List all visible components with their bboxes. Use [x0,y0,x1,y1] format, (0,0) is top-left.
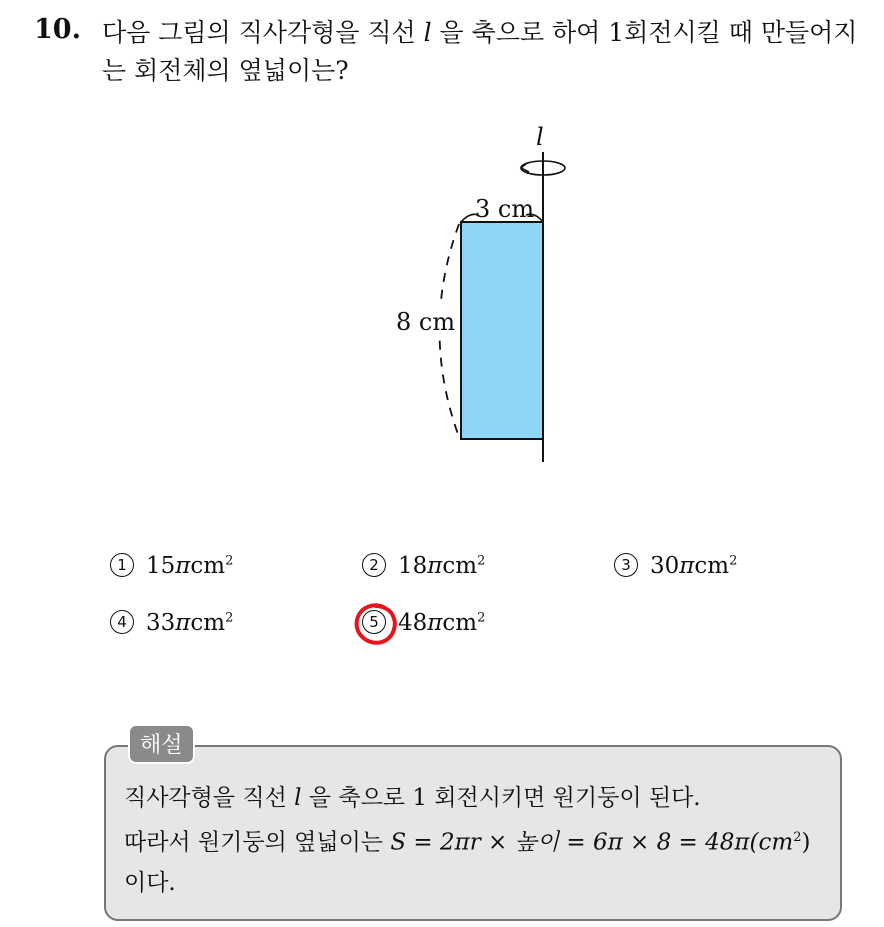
solution-text [124,778,824,903]
choice-exp: 2 [729,553,738,569]
pi-symbol: π [175,553,191,579]
choice-exp: 2 [225,610,234,626]
choice-1[interactable] [110,553,233,579]
choice-unit: cm [442,553,478,579]
choice-coef: 30 [650,553,680,579]
choice-marker: 5 [362,610,386,634]
choice-coef: 15 [146,553,176,579]
solution-line-var: l [294,785,302,811]
choice-4[interactable] [110,610,233,636]
pi-symbol: π [427,553,443,579]
question-line-var: l [423,18,432,47]
question-number: 10. [34,14,81,45]
choice-coef: 18 [398,553,428,579]
choice-unit: cm [694,553,730,579]
height-label: 8 cm [396,308,456,336]
solution-line-2-before: 따라서 원기둥의 옆넓이는 [124,829,391,856]
choice-coef: 48 [398,610,428,636]
width-label: 3 cm [475,195,535,223]
solution-line-1-after: 을 축으로 1 회전시키면 원기둥이 된다. [301,785,701,811]
solution-line-3: 이다. [124,869,176,896]
solution-line-1 [124,778,824,818]
answer-highlight-circle-icon [352,600,402,648]
choice-unit: cm [190,553,226,579]
question-text-after: 을 축으로 하여 1회전시킬 때 만들어지는 회전체의 옆넓이는? [102,18,858,85]
pi-symbol: π [427,610,443,636]
choice-marker: 4 [110,610,134,634]
choice-3[interactable] [614,553,737,579]
choice-marker: 3 [614,553,638,577]
choice-unit: cm [190,610,226,636]
question-text-before: 다음 그림의 직사각형을 직선 [102,18,424,47]
solution-tag: 해설 [128,724,195,764]
pi-symbol: π [175,610,191,636]
choice-2[interactable] [362,553,485,579]
choice-unit: cm [442,610,478,636]
choice-marker: 1 [110,553,134,577]
solution-formula-close: ) [801,829,811,856]
choice-exp: 2 [477,553,486,569]
choice-exp: 2 [225,553,234,569]
solution-line-1-before: 직사각형을 직선 [124,785,295,811]
choice-marker: 2 [362,553,386,577]
pi-symbol: π [679,553,695,579]
solution-formula: S = 2πr × 높이 = 6π × 8 = 48π(cm [390,829,794,856]
choice-exp: 2 [477,610,486,626]
solution-line-2 [124,818,824,863]
rectangle-shape [461,222,543,439]
axis-label: l [536,123,544,151]
solution-formula-exp: 2 [793,830,802,845]
choice-coef: 33 [146,610,176,636]
